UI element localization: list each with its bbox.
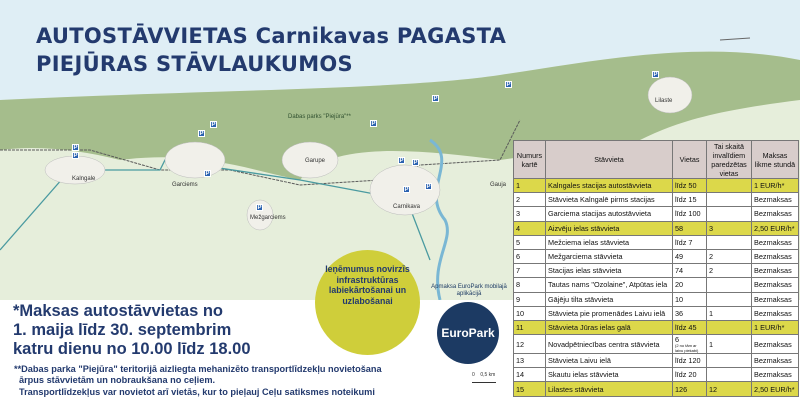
cell-name (546, 193, 673, 207)
cell-places (673, 249, 707, 263)
cell-number (514, 179, 546, 193)
cell-disabled (707, 221, 752, 235)
cell-name (546, 382, 673, 396)
places-note: (2 no tām ar laivu piekabi) (675, 343, 699, 353)
cell-name (546, 335, 673, 354)
parking-icon[interactable]: P (199, 131, 204, 137)
footnote (14, 364, 466, 398)
cell-name (546, 207, 673, 221)
col-name: Stāvvieta (546, 141, 673, 179)
cell-number (514, 221, 546, 235)
cell-number-text: 10 (516, 308, 525, 318)
cell-name-text: Mežgarciema stāvvieta (548, 252, 623, 262)
cell-places-text: 36 (675, 308, 684, 318)
parking-icon[interactable]: P (404, 187, 409, 193)
cell-number-text: 9 (516, 294, 521, 304)
europark-logo[interactable]: EuroPark (437, 302, 499, 364)
cell-number-text: 15 (516, 384, 525, 394)
cell-rate (752, 264, 799, 278)
parking-icon[interactable]: P (506, 82, 511, 88)
cell-disabled (707, 179, 752, 193)
cell-disabled (707, 193, 752, 207)
scale-bar (472, 372, 496, 383)
cell-number (514, 207, 546, 221)
cell-places-text: līdz 20 (675, 370, 697, 380)
cell-number (514, 320, 546, 334)
parking-icon[interactable]: P (433, 96, 438, 102)
cell-disabled (707, 249, 752, 263)
col-disabled: Tai skaitā invalīdiem paredzētas vietas (707, 141, 752, 179)
cell-rate (752, 249, 799, 263)
footnote-line: ārpus stāvvietām un nobraukšana no ceļiem. (19, 375, 216, 386)
parking-icon[interactable]: P (653, 72, 658, 78)
cell-disabled (707, 292, 752, 306)
cell-number-text: 14 (516, 370, 525, 380)
cell-places (673, 354, 707, 368)
scale-km: 0,5 km (480, 372, 496, 378)
place-garciems: Garciems (172, 182, 198, 188)
cell-places-text: 20 (675, 280, 684, 290)
cell-name-text: Stāvvieta Laivu ielā (548, 356, 611, 366)
cell-rate (752, 292, 799, 306)
cell-name-text: Tautas nams "Ozolaine", Atpūtas iela (548, 280, 668, 290)
cell-places (673, 179, 707, 193)
cell-name (546, 278, 673, 292)
table-row (514, 235, 799, 249)
cell-name-text: Kalngales stacijas autostāvvieta (548, 181, 652, 191)
cell-rate-text: 2,50 EUR/h* (754, 223, 795, 233)
cell-places (673, 207, 707, 221)
cell-name (546, 292, 673, 306)
cell-places-text: 126 (675, 384, 688, 394)
cell-name-text: Aizvēju ielas stāvvieta (548, 223, 620, 233)
cell-rate-text: Bezmaksas (754, 356, 792, 366)
table-row (514, 221, 799, 235)
cell-number (514, 278, 546, 292)
notice-line: *Maksas autostāvvietas no (13, 302, 224, 320)
cell-places (673, 292, 707, 306)
cell-number (514, 368, 546, 382)
cell-places-text: līdz 45 (675, 322, 697, 332)
cell-rate-text: Bezmaksas (754, 252, 792, 262)
cell-places (673, 320, 707, 334)
cell-rate-text: Bezmaksas (754, 339, 792, 349)
parking-table (513, 140, 799, 397)
place-mezgarciems: Mežgarciems (250, 215, 286, 221)
cell-disabled (707, 264, 752, 278)
cell-name-text: Stacijas ielas stāvvieta (548, 266, 622, 276)
cell-rate (752, 320, 799, 334)
notice-line: katru dienu no 10.00 līdz 18.00 (13, 340, 251, 358)
cell-number-text: 3 (516, 209, 521, 219)
cell-places-text: 10 (675, 294, 684, 304)
table-row (514, 249, 799, 263)
parking-icon[interactable]: P (399, 158, 404, 164)
cell-name-text: Gājēju tilta stāvvieta (548, 294, 614, 304)
parking-icon[interactable]: P (205, 171, 210, 177)
cell-disabled (707, 278, 752, 292)
parking-icon[interactable]: P (257, 205, 262, 211)
cell-name (546, 320, 673, 334)
cell-name-text: Stāvvieta Jūras ielas galā (548, 322, 631, 332)
col-number: Numurs kartē (514, 141, 546, 179)
paid-parking-notice (13, 302, 308, 359)
cell-disabled (707, 320, 752, 334)
cell-places (673, 278, 707, 292)
footnote-line: Transportlīdzekļus var novietot arī vietās, kur to pieļauj Ceļu satiksmes noteikumi (19, 386, 375, 397)
cell-rate-text: Bezmaksas (754, 280, 792, 290)
place-kalngale: Kalngale (72, 176, 96, 182)
cell-places (673, 368, 707, 382)
cell-places-text: līdz 50 (675, 181, 697, 191)
cell-disabled (707, 368, 752, 382)
cell-number (514, 292, 546, 306)
cell-places-text: līdz 15 (675, 195, 697, 205)
cell-rate-text: 1 EUR/h* (754, 322, 785, 332)
europark-ring-text: Apmaksa EuroPark mobilajā aplikācijā (431, 284, 507, 297)
cell-places-text: līdz 120 (675, 356, 701, 366)
cell-disabled (707, 306, 752, 320)
table-row (514, 320, 799, 334)
cell-number-text: 11 (516, 322, 524, 332)
cell-number (514, 264, 546, 278)
cell-rate (752, 335, 799, 354)
cell-rate-text: 1 EUR/h* (754, 181, 785, 191)
cell-rate-text: Bezmaksas (754, 308, 792, 318)
cell-name (546, 249, 673, 263)
cell-places-text: līdz 7 (675, 237, 693, 247)
parking-icon[interactable]: P (73, 153, 78, 159)
cell-name-text: Skautu ielas stāvvieta (548, 370, 619, 380)
cell-number (514, 249, 546, 263)
parking-icon[interactable]: P (426, 184, 431, 190)
cell-number (514, 306, 546, 320)
table-row (514, 306, 799, 320)
cell-rate (752, 382, 799, 396)
cell-number-text: 6 (516, 252, 521, 262)
cell-disabled-text: 2 (709, 266, 714, 276)
cell-rate (752, 354, 799, 368)
cell-name-text: Novadpētniecības centra stāvvieta (548, 339, 660, 349)
cell-rate (752, 207, 799, 221)
cell-name-text: Stāvvieta pie promenādes Laivu ielā (548, 308, 666, 318)
cell-disabled (707, 235, 752, 249)
footnote-line: **Dabas parka "Piejūra" teritorijā aizliegta mehanizēto transportlīdzekļu novietošana (14, 364, 382, 374)
cell-number (514, 382, 546, 396)
cell-places (673, 193, 707, 207)
cell-places (673, 235, 707, 249)
cell-places-text: 49 (675, 252, 684, 262)
cell-rate-text: Bezmaksas (754, 266, 792, 276)
col-rate: Maksas likme stundā (752, 141, 799, 179)
cell-name-text: Garciema stacijas autostāvvieta (548, 209, 652, 219)
revenue-note-circle (315, 250, 420, 355)
table-row (514, 292, 799, 306)
cell-places (673, 335, 707, 354)
cell-number-text: 2 (516, 195, 521, 205)
cell-disabled (707, 335, 752, 354)
cell-number-text: 5 (516, 237, 521, 247)
cell-rate-text: Bezmaksas (754, 209, 792, 219)
cell-number (514, 235, 546, 249)
cell-name (546, 306, 673, 320)
cell-disabled (707, 207, 752, 221)
cell-number-text: 12 (516, 339, 525, 349)
page-title-line-1: AUTOSTĀVVIETAS Carnikavas PAGASTA (36, 24, 507, 48)
cell-places (673, 221, 707, 235)
table-row (514, 382, 799, 396)
cell-name (546, 179, 673, 193)
cell-disabled-text: 2 (709, 252, 714, 262)
cell-disabled-text: 1 (709, 308, 714, 318)
cell-places-text: 58 (675, 223, 684, 233)
cell-rate (752, 306, 799, 320)
table-row (514, 264, 799, 278)
cell-name-text: Mežciema ielas stāvvieta (548, 237, 630, 247)
cell-rate-text: Bezmaksas (754, 237, 792, 247)
cell-rate (752, 278, 799, 292)
cell-name-text: Stāvvieta Kalngalē pirms stacijas (548, 195, 655, 205)
cell-rate (752, 221, 799, 235)
cell-number-text: 8 (516, 280, 521, 290)
cell-name (546, 235, 673, 249)
cell-places-text: 74 (675, 266, 684, 276)
cell-number-text: 1 (516, 181, 521, 191)
cell-rate (752, 368, 799, 382)
parking-icon[interactable]: P (371, 121, 376, 127)
cell-rate (752, 193, 799, 207)
table-row (514, 368, 799, 382)
cell-rate-text: Bezmaksas (754, 370, 792, 380)
cell-rate (752, 179, 799, 193)
cell-number (514, 335, 546, 354)
cell-places (673, 306, 707, 320)
cell-name (546, 221, 673, 235)
cell-disabled (707, 382, 752, 396)
cell-number-text: 4 (516, 223, 521, 233)
cell-number-text: 13 (516, 356, 525, 366)
place-garupe: Garupe (305, 158, 326, 164)
table-row (514, 354, 799, 368)
page-title-line-2: PIEJŪRAS STĀVLAUKUMOS (36, 52, 353, 76)
parking-icon[interactable]: P (413, 160, 418, 166)
cell-number (514, 193, 546, 207)
place-gauja: Gauja (490, 182, 507, 188)
cell-places (673, 264, 707, 278)
parking-icon[interactable]: P (73, 145, 78, 151)
notice-line: 1. maija līdz 30. septembrim (13, 321, 232, 339)
cell-rate (752, 235, 799, 249)
cell-disabled (707, 354, 752, 368)
cell-disabled-text: 3 (709, 223, 714, 233)
park-label: Dabas parks "Piejūra"** (288, 114, 351, 120)
table-row (514, 193, 799, 207)
cell-name (546, 264, 673, 278)
place-carnikava: Carnikava (393, 204, 421, 210)
place-lilaste: Lilaste (655, 98, 673, 104)
cell-places-text: līdz 100 (675, 209, 701, 219)
cell-name (546, 368, 673, 382)
table-header (514, 141, 799, 179)
revenue-note: Ieņēmumus novirzīs infrastruktūras labiekārtošanai un uzlabošanai (325, 264, 410, 306)
cell-number-text: 7 (516, 266, 521, 276)
cell-disabled-text: 12 (709, 384, 718, 394)
parking-icon[interactable]: P (211, 122, 216, 128)
cell-name (546, 354, 673, 368)
table-row (514, 278, 799, 292)
table-row (514, 335, 799, 354)
cell-name-text: Lilastes stāvvieta (548, 384, 604, 394)
cell-number (514, 354, 546, 368)
table-row (514, 207, 799, 221)
cell-rate-text: Bezmaksas (754, 195, 792, 205)
cell-places (673, 382, 707, 396)
cell-places-text: 6 (675, 335, 680, 345)
cell-rate-text: Bezmaksas (754, 294, 792, 304)
cell-rate-text: 2,50 EUR/h* (754, 384, 795, 394)
table-row (514, 179, 799, 193)
scale-zero: 0 (472, 372, 475, 378)
cell-disabled-text: 1 (709, 339, 714, 349)
col-places: Vietas (673, 141, 707, 179)
